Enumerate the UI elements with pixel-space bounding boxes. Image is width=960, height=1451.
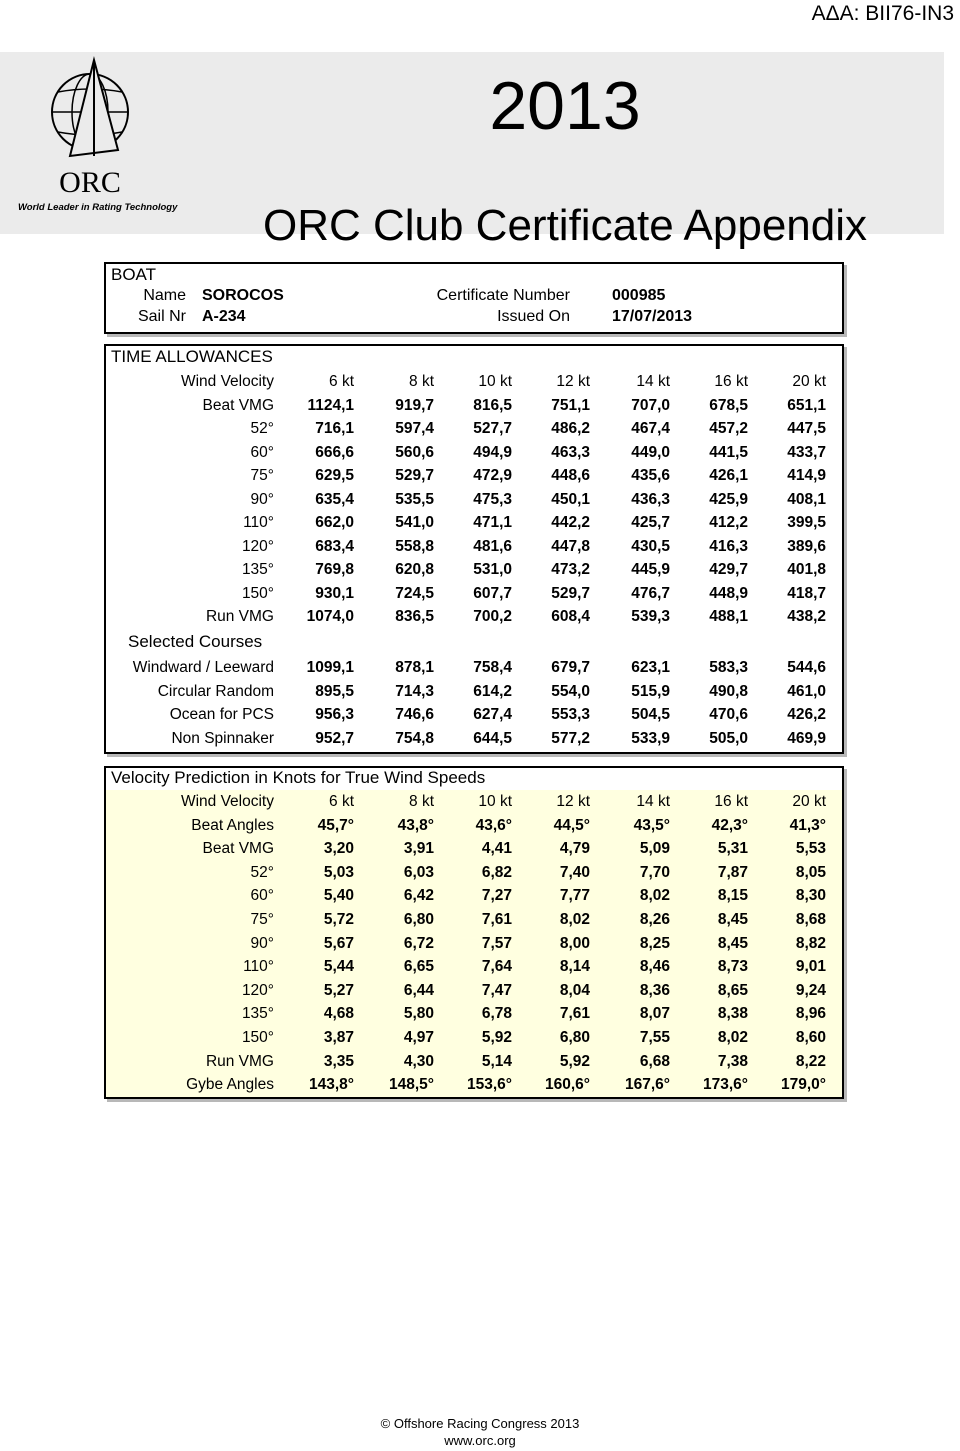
cell-value: 4,79 xyxy=(559,840,590,858)
cell-value: 754,8 xyxy=(395,729,434,747)
logo-tagline: World Leader in Rating Technology xyxy=(18,202,178,213)
cell-value: 14 kt xyxy=(636,373,670,390)
cell-value: 469,9 xyxy=(787,729,826,747)
cell-value: 7,47 xyxy=(481,981,512,999)
cell-value: 6 kt xyxy=(329,373,354,390)
cell-value: 389,6 xyxy=(787,537,826,555)
orc-logo xyxy=(18,52,178,234)
table-row xyxy=(106,680,842,704)
velocity-title: Velocity Prediction in Knots for True Wind Speeds xyxy=(111,768,486,787)
cell-value: 6,03 xyxy=(403,863,434,881)
cell-value: 8,82 xyxy=(795,934,826,952)
table-row xyxy=(106,1002,842,1026)
cell-value: 412,2 xyxy=(709,514,748,531)
cell-value: 8,45 xyxy=(717,911,748,928)
cell-value: 476,7 xyxy=(631,584,670,602)
cell-value: 4,30 xyxy=(403,1052,434,1070)
cell-value: 481,6 xyxy=(473,537,512,555)
table-row xyxy=(106,884,842,908)
row-label: 120° xyxy=(241,981,274,999)
cell-value: 6,82 xyxy=(481,863,512,881)
cell-value: 425,7 xyxy=(631,514,670,531)
row-label: Non Spinnaker xyxy=(171,729,274,747)
cell-value: 20 kt xyxy=(792,793,826,810)
cell-value: 7,64 xyxy=(481,958,512,976)
cell-value: 470,6 xyxy=(709,706,748,723)
cell-value: 7,38 xyxy=(717,1052,748,1070)
cell-value: 8,15 xyxy=(717,887,748,905)
cell-value: 143,8° xyxy=(309,1076,354,1094)
table-row xyxy=(106,1050,842,1074)
cell-value: 399,5 xyxy=(787,514,826,531)
cell-value: 952,7 xyxy=(315,729,354,747)
cell-value: 608,4 xyxy=(551,608,590,625)
sail-label: Sail Nr xyxy=(137,308,186,325)
cell-value: 43,6° xyxy=(475,816,512,834)
cell-value: 4,41 xyxy=(481,840,512,858)
row-label: 90° xyxy=(250,490,274,508)
boat-section-title: BOAT xyxy=(111,265,157,284)
boat-section xyxy=(104,262,844,334)
cell-value: 5,27 xyxy=(323,981,354,999)
cell-value: 148,5° xyxy=(389,1076,434,1094)
cell-value: 8,02 xyxy=(639,887,670,905)
row-label: 110° xyxy=(243,514,274,531)
cell-value: 3,35 xyxy=(323,1052,354,1070)
cell-value: 3,87 xyxy=(323,1029,354,1046)
row-label: 60° xyxy=(250,443,274,461)
cell-value: 7,40 xyxy=(559,863,590,881)
cell-value: 758,4 xyxy=(473,659,512,676)
cell-value: 6 kt xyxy=(329,793,354,810)
cert-label: Certificate Number xyxy=(436,287,570,304)
cell-value: 435,6 xyxy=(631,467,670,484)
cell-value: 5,14 xyxy=(481,1052,512,1070)
cell-value: 5,44 xyxy=(323,958,354,976)
cell-value: 7,61 xyxy=(481,911,512,928)
table-row xyxy=(106,558,842,582)
issued-label: Issued On xyxy=(497,308,570,325)
cell-value: 8,22 xyxy=(795,1052,826,1070)
cell-value: 5,53 xyxy=(795,840,826,858)
table-row xyxy=(106,656,842,680)
cell-value: 433,7 xyxy=(787,443,826,461)
cell-value: 895,5 xyxy=(315,682,354,700)
cell-value: 5,03 xyxy=(323,863,354,881)
cell-value: 12 kt xyxy=(556,373,590,390)
cell-value: 583,3 xyxy=(709,659,748,676)
cell-value: 662,0 xyxy=(315,514,354,531)
cell-value: 635,4 xyxy=(315,490,354,508)
table-header-row xyxy=(106,790,842,814)
table-row xyxy=(106,908,842,932)
page-title: ORC Club Certificate Appendix xyxy=(262,201,868,250)
cell-value: 8,00 xyxy=(559,934,590,952)
cell-value: 467,4 xyxy=(631,420,670,437)
cell-value: 494,9 xyxy=(473,443,512,461)
cell-value: 678,5 xyxy=(709,396,748,414)
cell-value: 597,4 xyxy=(395,420,434,437)
cell-value: 8,05 xyxy=(795,863,826,881)
cell-value: 8,36 xyxy=(639,981,670,999)
cell-value: 8 kt xyxy=(409,793,434,810)
row-label: Run VMG xyxy=(205,1052,274,1070)
cell-value: 425,9 xyxy=(709,490,748,508)
row-label: 150° xyxy=(241,584,274,602)
cell-value: 488,1 xyxy=(709,608,748,625)
cell-value: 442,2 xyxy=(551,514,590,531)
cell-value: 45,7° xyxy=(317,816,354,834)
cell-value: 620,8 xyxy=(395,561,434,578)
cell-value: 10 kt xyxy=(478,793,512,810)
cell-value: 6,72 xyxy=(403,934,434,952)
cell-value: 607,7 xyxy=(473,584,512,602)
cell-value: 8,68 xyxy=(795,911,826,928)
cell-value: 707,0 xyxy=(631,396,670,414)
cell-value: 20 kt xyxy=(792,373,826,390)
cell-value: 7,61 xyxy=(559,1005,590,1023)
cell-value: 836,5 xyxy=(395,608,434,625)
table-row xyxy=(106,1073,842,1097)
name-label: Name xyxy=(143,287,186,304)
table-row xyxy=(106,441,842,465)
cell-value: 623,1 xyxy=(631,659,670,676)
cell-value: 449,0 xyxy=(631,443,670,461)
table-row xyxy=(106,464,842,488)
cell-value: 8,02 xyxy=(717,1029,748,1046)
cell-value: 43,5° xyxy=(633,816,670,834)
issued-date: 17/07/2013 xyxy=(612,308,693,325)
globe-sail-icon xyxy=(48,52,138,172)
cell-value: 6,65 xyxy=(403,958,434,976)
cell-value: 153,6° xyxy=(467,1076,512,1094)
cell-value: 8,04 xyxy=(559,981,590,999)
cell-value: 746,6 xyxy=(395,706,434,723)
cell-value: 8,60 xyxy=(795,1029,826,1046)
selected-courses-title: Selected Courses xyxy=(128,632,263,651)
cell-value: 408,1 xyxy=(787,490,826,508)
row-label: 60° xyxy=(250,887,274,905)
cell-value: 8,07 xyxy=(639,1005,670,1023)
cell-value: 7,55 xyxy=(639,1029,670,1046)
cell-value: 679,7 xyxy=(551,659,590,676)
cell-value: 533,9 xyxy=(631,729,670,747)
cell-value: 5,80 xyxy=(403,1005,434,1023)
cell-value: 7,70 xyxy=(639,863,670,881)
page-header xyxy=(0,52,944,250)
cell-value: 42,3° xyxy=(711,816,748,834)
cell-value: 683,4 xyxy=(315,537,354,555)
cell-value: 12 kt xyxy=(556,793,590,810)
cell-value: 160,6° xyxy=(545,1076,590,1094)
cell-value: 3,20 xyxy=(323,840,354,858)
cell-value: 416,3 xyxy=(709,537,748,555)
cell-value: 5,72 xyxy=(323,911,354,928)
cell-value: 5,67 xyxy=(323,934,354,952)
time-allowances-section xyxy=(104,344,844,754)
cell-value: 700,2 xyxy=(473,608,512,625)
table-row xyxy=(106,582,842,606)
cell-value: 539,3 xyxy=(631,608,670,625)
cell-value: 8,26 xyxy=(639,911,670,928)
cell-value: 816,5 xyxy=(473,396,512,414)
cell-value: 6,80 xyxy=(403,911,434,928)
table-row xyxy=(106,861,842,885)
table-row xyxy=(106,703,842,727)
cell-value: 441,5 xyxy=(709,443,748,461)
cell-value: 554,0 xyxy=(551,682,590,700)
cell-value: 461,0 xyxy=(787,682,826,700)
cell-value: 644,5 xyxy=(473,729,512,747)
row-label: 52° xyxy=(250,420,274,437)
cell-value: 450,1 xyxy=(551,490,590,508)
cell-value: 769,8 xyxy=(315,561,354,578)
row-label: Beat VMG xyxy=(202,840,274,858)
cell-value: 448,6 xyxy=(551,467,590,484)
row-label: 150° xyxy=(241,1029,274,1046)
cell-value: 8,14 xyxy=(559,958,590,976)
table-row xyxy=(106,417,842,441)
cell-value: 666,6 xyxy=(315,443,354,461)
cell-value: 504,5 xyxy=(631,706,670,723)
cell-value: 447,5 xyxy=(787,420,826,437)
cell-value: 401,8 xyxy=(787,561,826,578)
cell-value: 531,0 xyxy=(473,561,512,578)
row-label: Windward / Leeward xyxy=(132,659,274,676)
cell-value: 535,5 xyxy=(395,490,434,508)
cell-value: 44,5° xyxy=(553,816,590,834)
cell-value: 5,92 xyxy=(481,1029,512,1046)
cell-value: 541,0 xyxy=(395,514,434,531)
table-row xyxy=(106,488,842,512)
cell-value: 7,57 xyxy=(481,934,512,952)
cell-value: 426,1 xyxy=(709,467,748,484)
table-row xyxy=(106,979,842,1003)
cell-value: 167,6° xyxy=(625,1076,670,1094)
cell-value: 5,92 xyxy=(559,1052,590,1070)
cell-value: 956,3 xyxy=(315,706,354,723)
cell-value: 5,31 xyxy=(717,840,748,858)
table-row xyxy=(106,605,842,629)
cell-value: 473,2 xyxy=(551,561,590,578)
cell-value: 43,8° xyxy=(397,816,434,834)
header-year: 2013 xyxy=(489,68,641,144)
cell-value: 10 kt xyxy=(478,373,512,390)
cell-value: 560,6 xyxy=(395,443,434,461)
footer-url: www.orc.org xyxy=(444,1433,516,1448)
cell-value: 8,30 xyxy=(795,887,826,905)
cell-value: 558,8 xyxy=(395,537,434,555)
cell-value: 627,4 xyxy=(473,706,512,723)
table-row xyxy=(106,727,842,751)
row-label: 120° xyxy=(241,537,274,555)
cell-value: 438,2 xyxy=(787,608,826,625)
cell-value: 14 kt xyxy=(636,793,670,810)
table-header-row xyxy=(106,370,842,394)
time-allowances-title: TIME ALLOWANCES xyxy=(111,347,273,366)
cell-value: 1099,1 xyxy=(306,659,354,676)
cell-value: 41,3° xyxy=(789,816,826,834)
cell-value: 179,0° xyxy=(781,1076,826,1094)
cell-value: 8,02 xyxy=(559,911,590,928)
boat-name: SOROCOS xyxy=(202,287,284,304)
cell-value: 9,01 xyxy=(795,958,826,976)
cell-value: 553,3 xyxy=(551,706,590,723)
cell-value: 8,73 xyxy=(717,958,748,976)
cell-value: 529,7 xyxy=(551,584,590,602)
cell-value: 878,1 xyxy=(395,659,434,676)
cell-value: 430,5 xyxy=(631,537,670,555)
row-label: 135° xyxy=(241,561,274,578)
cert-number: 000985 xyxy=(612,287,666,304)
row-label: 52° xyxy=(250,863,274,881)
cell-value: 9,24 xyxy=(795,981,826,999)
cell-value: 529,7 xyxy=(395,467,434,484)
cell-value: 6,78 xyxy=(481,1005,512,1023)
table-row xyxy=(106,837,842,861)
cell-value: 751,1 xyxy=(551,396,590,414)
table-row xyxy=(106,955,842,979)
row-label: Circular Random xyxy=(157,682,274,700)
row-label: Beat Angles xyxy=(191,816,274,834)
cell-value: 429,7 xyxy=(709,561,748,578)
cell-value: 8,45 xyxy=(717,934,748,952)
cell-value: 418,7 xyxy=(787,584,826,602)
table-row xyxy=(106,1026,842,1050)
cell-value: 6,44 xyxy=(403,981,434,999)
cell-value: 930,1 xyxy=(315,584,354,602)
cell-value: 490,8 xyxy=(709,682,748,700)
cell-value: 7,87 xyxy=(717,863,748,881)
cell-value: 7,27 xyxy=(481,887,512,905)
row-label: Gybe Angles xyxy=(186,1076,274,1094)
cell-value: 472,9 xyxy=(473,467,512,484)
row-label: 75° xyxy=(250,467,274,484)
cell-value: 1124,1 xyxy=(307,396,354,414)
corner-code: ΑΔΑ: ΒΙΙ76-ΙΝ3 xyxy=(811,2,954,25)
cell-value: 445,9 xyxy=(631,561,670,578)
cell-value: 7,77 xyxy=(559,887,590,905)
table-row xyxy=(106,394,842,418)
cell-value: 515,9 xyxy=(631,682,670,700)
cell-value: 6,42 xyxy=(403,887,434,905)
table-row xyxy=(106,932,842,956)
row-label: 90° xyxy=(250,934,274,952)
cell-value: 8,46 xyxy=(639,958,670,976)
cell-value: 475,3 xyxy=(473,490,512,508)
table-row xyxy=(106,814,842,838)
cell-value: 5,09 xyxy=(639,840,670,858)
cell-value: 1074,0 xyxy=(306,608,354,625)
cell-value: 8,96 xyxy=(795,1005,826,1023)
row-label: Wind Velocity xyxy=(180,373,274,390)
sail-number: A-234 xyxy=(202,308,246,325)
velocity-section xyxy=(104,766,844,1099)
cell-value: 5,40 xyxy=(323,887,354,905)
cell-value: 716,1 xyxy=(315,420,354,437)
cell-value: 544,6 xyxy=(787,659,826,676)
row-label: Run VMG xyxy=(205,608,274,625)
cell-value: 457,2 xyxy=(709,420,748,437)
cell-value: 629,5 xyxy=(315,467,354,484)
cell-value: 463,3 xyxy=(551,443,590,461)
cell-value: 8 kt xyxy=(409,373,434,390)
cell-value: 651,1 xyxy=(787,396,826,414)
cell-value: 8,65 xyxy=(717,981,748,999)
cell-value: 8,38 xyxy=(717,1005,748,1023)
cell-value: 16 kt xyxy=(714,373,748,390)
cell-value: 714,3 xyxy=(395,682,434,700)
cell-value: 448,9 xyxy=(709,584,748,602)
row-label: Beat VMG xyxy=(202,396,274,414)
cell-value: 614,2 xyxy=(473,682,512,700)
cell-value: 173,6° xyxy=(703,1076,748,1094)
footer-copyright: © Offshore Racing Congress 2013 xyxy=(380,1416,580,1431)
cell-value: 505,0 xyxy=(709,729,748,747)
cell-value: 8,25 xyxy=(639,934,670,952)
cell-value: 447,8 xyxy=(551,537,590,555)
row-label: 110° xyxy=(243,958,274,976)
row-label: 135° xyxy=(241,1005,274,1023)
cell-value: 4,97 xyxy=(403,1029,434,1046)
table-row xyxy=(106,511,842,535)
row-label: 75° xyxy=(250,911,274,928)
cell-value: 471,1 xyxy=(473,514,512,531)
cell-value: 4,68 xyxy=(323,1005,354,1023)
logo-name: ORC xyxy=(59,166,121,199)
cell-value: 577,2 xyxy=(551,729,590,747)
cell-value: 919,7 xyxy=(395,396,434,414)
cell-value: 527,7 xyxy=(473,420,512,437)
cell-value: 3,91 xyxy=(403,840,434,858)
cell-value: 486,2 xyxy=(551,420,590,437)
cell-value: 16 kt xyxy=(714,793,748,810)
cell-value: 414,9 xyxy=(787,467,826,484)
cell-value: 6,68 xyxy=(639,1052,670,1070)
table-row xyxy=(106,535,842,559)
cell-value: 426,2 xyxy=(787,706,826,723)
row-label: Wind Velocity xyxy=(180,793,274,810)
cell-value: 6,80 xyxy=(559,1029,590,1046)
row-label: Ocean for PCS xyxy=(169,706,274,723)
cell-value: 724,5 xyxy=(395,584,434,602)
cell-value: 436,3 xyxy=(631,490,670,508)
